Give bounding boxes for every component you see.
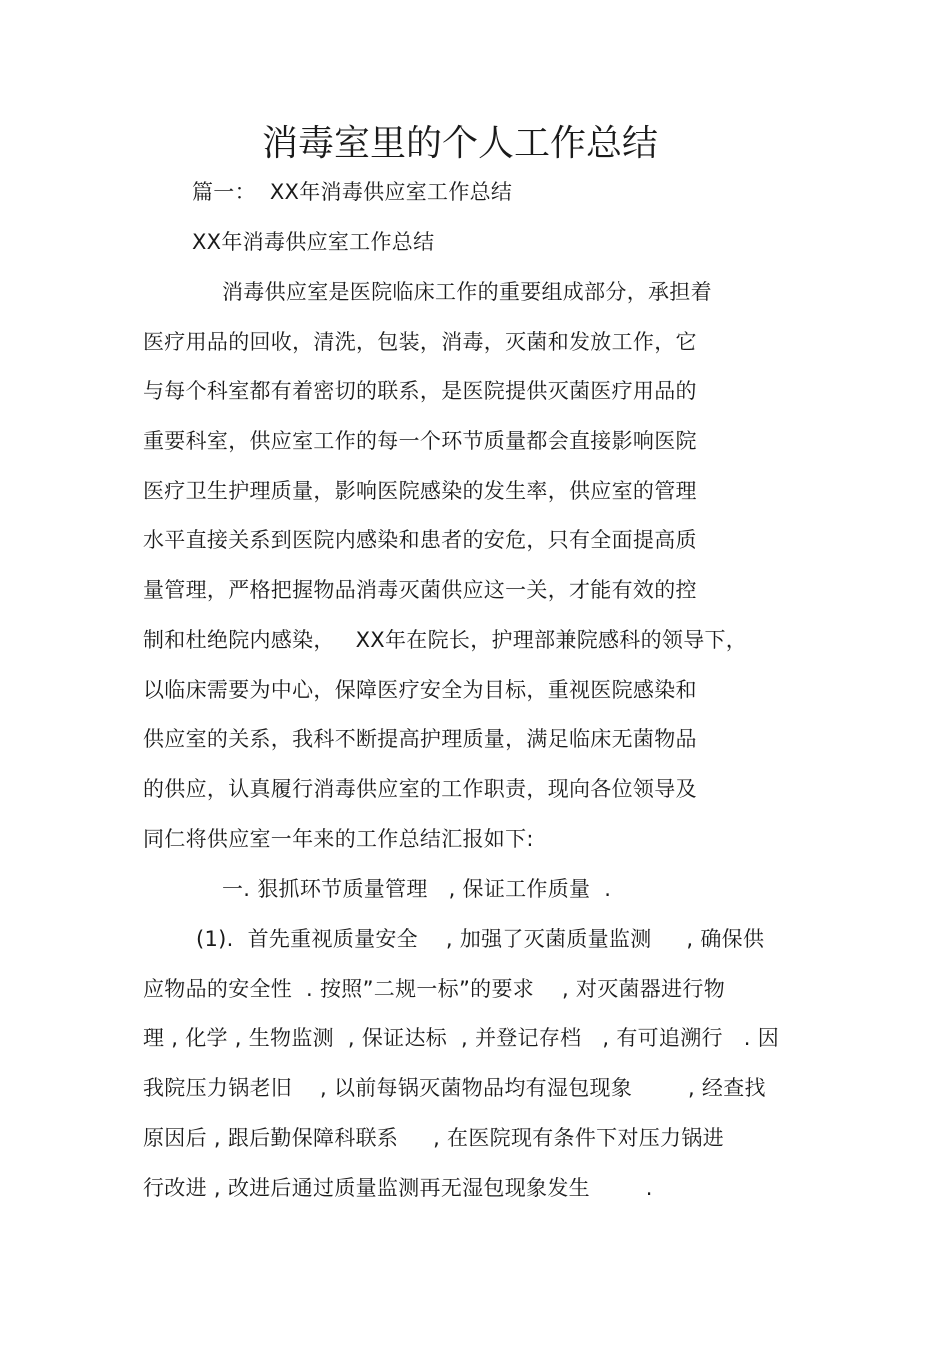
body-line: 水平直接关系到医院内感染和患者的安危，只有全面提高质 — [143, 528, 697, 552]
body-line: 医疗卫生护理质量，影响医院感染的发生率，供应室的管理 — [143, 479, 697, 503]
body-line: (1). 首先重视质量安全 , 加强了灭菌质量监测 , 确保供 — [196, 927, 765, 951]
body-line: 制和杜绝院内感染， XX年在院长，护理部兼院感科的领导下， — [143, 628, 748, 652]
body-line: 原因后 , 跟后勤保障科联系 , 在医院现有条件下对压力锅进 — [143, 1126, 724, 1150]
body-line: 的供应，认真履行消毒供应室的工作职责，现向各位领导及 — [143, 777, 697, 801]
section-heading: 篇一： XX年消毒供应室工作总结 — [192, 180, 513, 204]
body-line: 消毒供应室是医院临床工作的重要组成部分，承担着 — [222, 280, 712, 304]
body-line: 我院压力锅老旧 , 以前每锅灭菌物品均有湿包现象 , 经查找 — [143, 1076, 766, 1100]
body-line: 理 , 化学 , 生物监测 , 保证达标 , 并登记存档 , 有可追溯行 . 因 — [143, 1026, 780, 1050]
body-line: 与每个科室都有着密切的联系，是医院提供灭菌医疗用品的 — [143, 379, 697, 403]
body-line: 医疗用品的回收，清洗，包装，消毒，灭菌和发放工作，它 — [143, 330, 697, 354]
numbered-heading: 一. 狠抓环节质量管理 , 保证工作质量 . — [222, 877, 612, 901]
body-line: 重要科室，供应室工作的每一个环节质量都会直接影响医院 — [143, 429, 697, 453]
body-line: 以临床需要为中心，保障医疗安全为目标，重视医院感染和 — [143, 678, 697, 702]
body-line: 行改进 , 改进后通过质量监测再无湿包现象发生 . — [143, 1176, 653, 1200]
body-line: 同仁将供应室一年来的工作总结汇报如下: — [143, 827, 534, 851]
body-line: 量管理，严格把握物品消毒灭菌供应这一关，才能有效的控 — [143, 578, 697, 602]
document-title: 消毒室里的个人工作总结 — [261, 123, 658, 164]
body-line: 应物品的安全性 . 按照”二规一标”的要求 , 对灭菌器进行物 — [143, 977, 726, 1001]
body-line: 供应室的关系，我科不断提高护理质量，满足临床无菌物品 — [143, 727, 697, 751]
subheading: XX年消毒供应室工作总结 — [192, 230, 435, 254]
